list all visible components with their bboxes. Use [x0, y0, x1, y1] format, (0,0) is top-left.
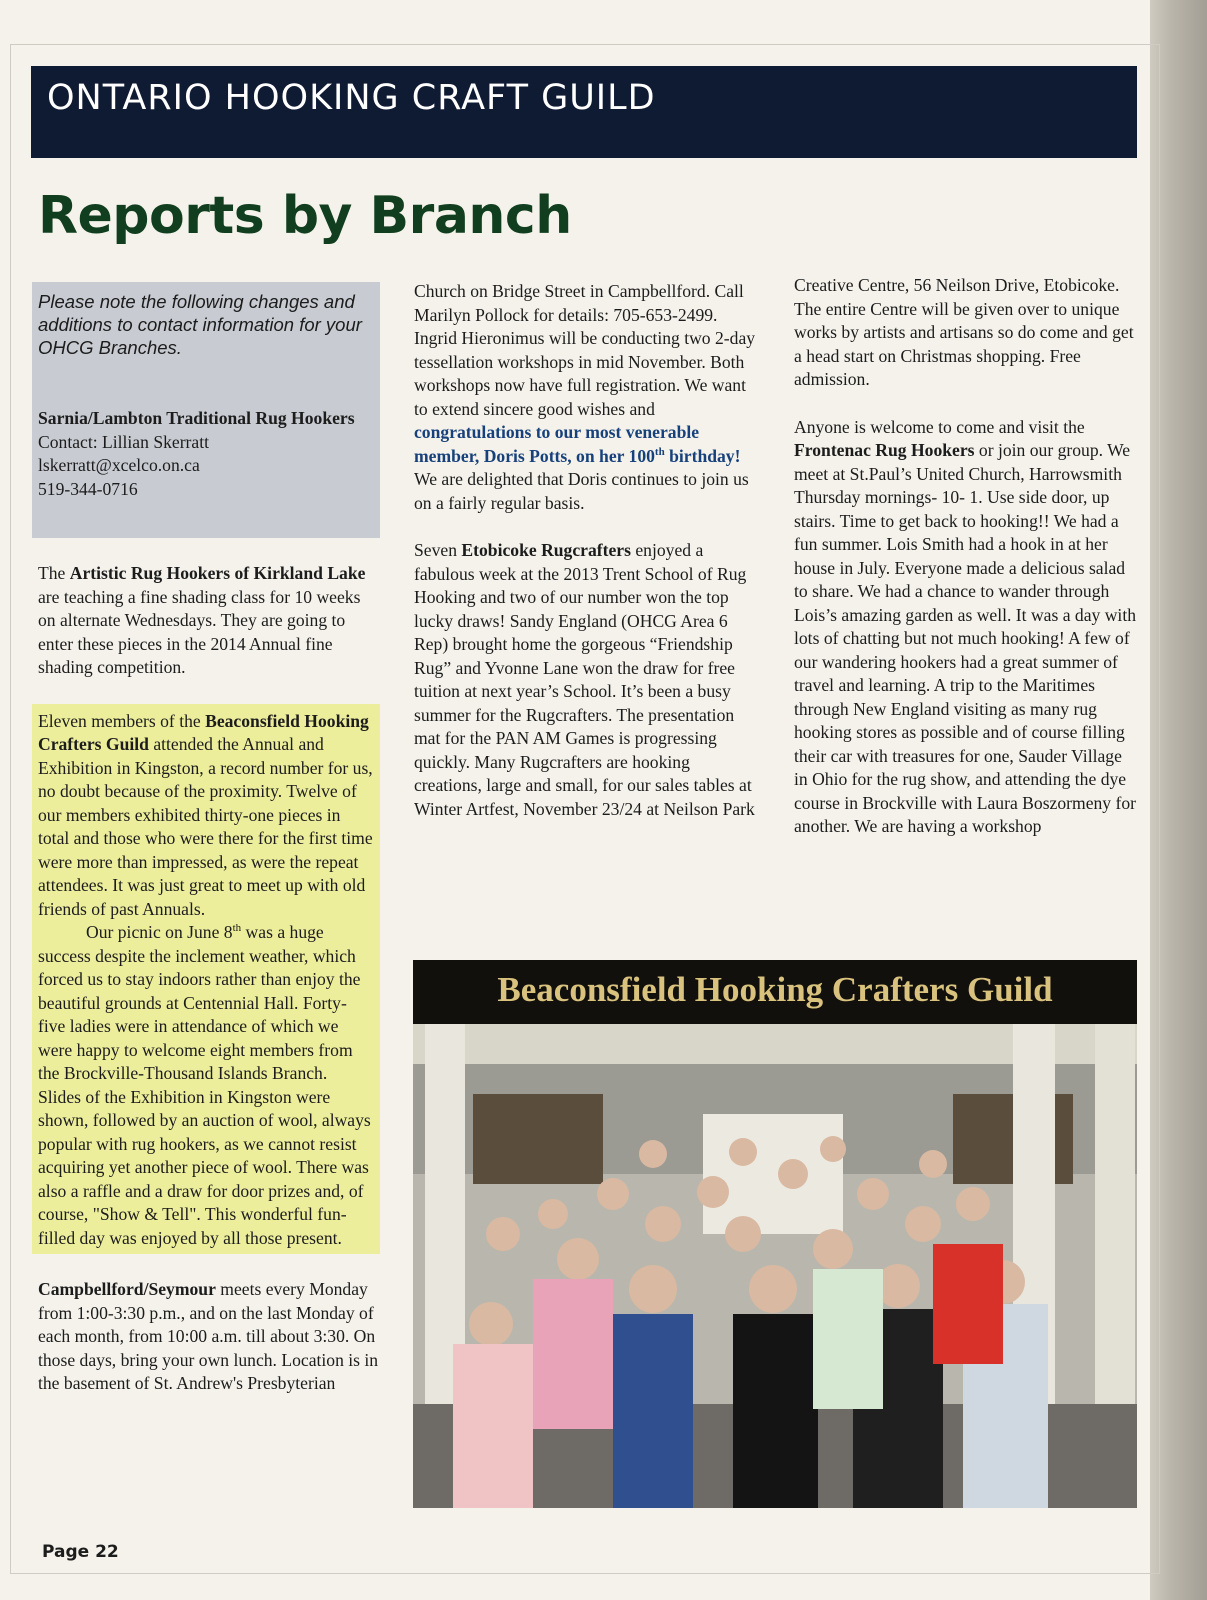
campbellford-branch-name: Campbellford/Seymour — [38, 1279, 216, 1299]
section-banner — [31, 66, 1137, 158]
etobicoke-branch-name: Etobicoke Rugcrafters — [461, 540, 631, 560]
page-number: Page 22 — [42, 1542, 119, 1562]
doris-potts-highlight: congratulations to our most venerable member, Doris Potts, on her 100th birthday! — [414, 422, 741, 466]
group-photo — [413, 1024, 1137, 1508]
notice-branch-name: Sarnia/Lambton Traditional Rug Hookers — [38, 408, 355, 428]
frontenac-branch-name: Frontenac Rug Hookers — [794, 440, 975, 460]
beaconsfield-paragraph-2: Our picnic on June 8th was a huge success despite the inclement weather, which forced us to stay indoors rather than enjoy the beautiful grounds at Centennial Hall. Forty-five ladies were in attendance of which we were happy to welcome eight members from the Brockville-Thousand Islands Branch. Slides of the Exhibition in Kingston were shown, followed by an auction of wool, always popular with rug hookers, as we cannot resist acquiring yet another piece of wool. There was also a raffle and a draw for door prizes and, of course, "Show & Tell". This wonderful fun-filled day was enjoyed by all those present. — [38, 922, 371, 1248]
frontenac-paragraph: Anyone is welcome to come and visit the Frontenac Rug Hookers or join our group. We meet at St.Paul’s United Church, Harrowsmith Thursday mornings- 10- 1. Use side door, up stairs. Time to get back to hooking!! We had a fun summer. Lois Smith had a hook in at her house in July. Everyone made a delicious salad to share. We had a chance to wander through Lois’s amazing garden as well. It was a day with lots of chatting but not much hooking! A few of our wandering hookers had a great summer of travel and learning. A trip to the Maritimes through New England visiting as many rug hooking stores as possible and of course filling their car with treasures for one, Sauder Village in Ohio for the rug show, and attending the dye course in Brockville with Laura Boszormeny for another. We are having a workshop — [794, 416, 1137, 836]
notice-phone: 519-344-0716 — [38, 478, 138, 499]
etobicoke-continued: Creative Centre, 56 Neilson Drive, Etobicoke. The entire Centre will be given over to unique works by artists and artisans so do come and get a head start on Christmas shopping. Free admission. — [794, 275, 1134, 389]
notice-email: lskerratt@xcelco.on.ca — [38, 455, 200, 475]
photo-caption-title: Beaconsfield Hooking Crafters Guild — [497, 970, 1053, 1009]
beaconsfield-paragraph-1: Eleven members of the Beaconsfield Hooking Crafters Guild attended the Annual and Exhibition in Kingston, a record number for us, no doubt because of the proximity. Twelve of our members exhibited thirty-one pieces in total and those who were there for the first time were more than impressed, as were the repeat attendees. It was just great to meet up with old friends of past Annuals. — [38, 710, 373, 919]
campbellford-continued: Church on Bridge Street in Campbellford. Call Marilyn Pollock for details: 705-653-2499. Ingrid Hieronimus will be conducting two 2-day tessellation workshops in mid November. Both workshops now have full registration. We want to extend sincere good wishes and congratulations to our most venerable member, Doris Potts, on her 100th birthday! We are delighted that Doris continues to join us on a fairly regular basis. — [414, 281, 756, 513]
campbellford-paragraph: Campbellford/Seymour meets every Monday from 1:00-3:30 p.m., and on the last Monday of each month, from 10:00 a.m. till about 3:30. On those days, bring your own lunch. Location is in the basement of St. Andrew's Presbyterian — [38, 1279, 379, 1393]
beaconsfield-highlight-box — [32, 704, 380, 1255]
banner-title: ONTARIO HOOKING CRAFT GUILD — [47, 78, 656, 118]
kirkland-branch-name: Artistic Rug Hookers of Kirkland Lake — [69, 563, 366, 583]
beaconsfield-branch-name: Beaconsfield Hooking Crafters Guild — [38, 710, 369, 754]
article-title: Reports by Branch — [38, 186, 572, 246]
notice-text: Please note the following changes and additions to contact information for your OHCG Branches. — [38, 291, 362, 358]
etobicoke-paragraph: Seven Etobicoke Rugcrafters enjoyed a fabulous week at the 2013 Trent School of Rug Hooking and two of our number won the top lucky draws! Sandy England (OHCG Area 6 Rep) brought home the gorgeous “Friendship Rug” and Yvonne Lane won the draw for free tuition at next year’s School. It’s been a busy summer for the Rugcrafters. The presentation mat for the PAN AM Games is progressing quickly. Many Rugcrafters are hooking creations, large and small, for our sales tables at Winter Artfest, November 23/24 at Neilson Park — [414, 540, 755, 819]
column-2 — [414, 280, 759, 821]
kirkland-paragraph: The Artistic Rug Hookers of Kirkland Lake are teaching a fine shading class for 10 weeks on alternate Wednesdays. They are going to enter these pieces in the 2014 Annual fine shading competition. — [38, 563, 366, 677]
group-photo-block — [413, 960, 1137, 1508]
contact-notice-box — [32, 282, 380, 538]
notice-contact: Contact: Lillian Skerratt — [38, 431, 210, 452]
column-3 — [794, 274, 1136, 839]
column-1 — [38, 282, 380, 1396]
